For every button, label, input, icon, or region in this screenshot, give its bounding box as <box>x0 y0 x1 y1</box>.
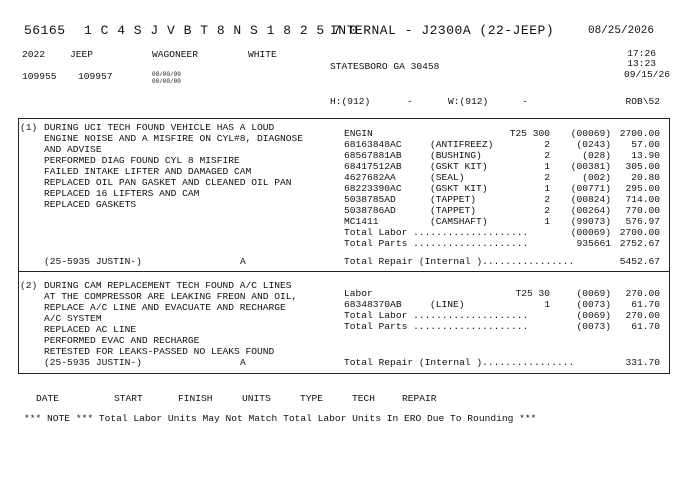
vehicle-make: JEEP <box>70 49 94 60</box>
line-amount: 13.90 <box>631 150 660 161</box>
job-1-description-line: DURING UCI TECH FOUND VEHICLE HAS A LOUD <box>44 122 275 133</box>
job-1-description-line: AND ADVISE <box>44 144 102 155</box>
line-code: (028) <box>582 150 611 161</box>
internal-title: INTERNAL - J2300A (22-JEEP) <box>330 23 555 38</box>
rob-code: ROB\52 <box>625 96 660 107</box>
line-code: (00381) <box>570 161 611 172</box>
line-part: 5038785AD <box>344 194 396 205</box>
line-amount: 770.00 <box>625 205 660 216</box>
total-parts-label: Total Parts .................... <box>344 321 529 332</box>
vehicle-model: WAGONEER <box>152 49 199 60</box>
line-desc: (TAPPET) <box>430 194 477 205</box>
line-amount: 61.70 <box>631 299 660 310</box>
job-separator <box>18 271 670 272</box>
col-header-type: TYPE <box>300 393 324 404</box>
job-2-number: (2) <box>20 280 38 291</box>
small-date-1: 00/00/00 <box>152 71 181 78</box>
col-header-units: UNITS <box>242 393 271 404</box>
job-2-description-line: RETESTED FOR LEAKS-PASSED NO LEAKS FOUND <box>44 346 275 357</box>
line-part: 68417512AB <box>344 161 402 172</box>
line-amount: 270.00 <box>625 288 660 299</box>
line-part: 68348370AB <box>344 299 402 310</box>
line-code: (0243) <box>576 139 611 150</box>
total-parts-code: (0073) <box>576 321 611 332</box>
line-code: (00824) <box>570 194 611 205</box>
job-1-description-line: FAILED INTAKE LIFTER AND DAMAGED CAM <box>44 166 252 177</box>
line-amount: 57.00 <box>631 139 660 150</box>
line-part: 68223390AC <box>344 183 402 194</box>
odometer-in: 109955 <box>22 71 57 82</box>
line-desc: (GSKT KIT) <box>430 183 488 194</box>
line-amount: 714.00 <box>625 194 660 205</box>
time-2: 13:23 <box>627 58 656 69</box>
vin: 1 C 4 S J V B T 8 N S 1 8 2 5 7 0 <box>84 23 358 38</box>
ro-number: 56165 <box>24 23 66 38</box>
job-1-description-line: REPLACED OIL PAN GASKET AND CLEANED OIL PAN <box>44 177 292 188</box>
line-desc: (TAPPET) <box>430 205 477 216</box>
line-amount: 20.80 <box>631 172 660 183</box>
line-code: (00264) <box>570 205 611 216</box>
total-labor-amount: 270.00 <box>625 310 660 321</box>
line-part: Labor <box>344 288 373 299</box>
total-parts-amount: 61.70 <box>631 321 660 332</box>
line-qty: 2 <box>544 194 550 205</box>
job-2-description-line: DURING CAM REPLACEMENT TECH FOUND A/C LINES <box>44 280 292 291</box>
total-repair-amount: 331.70 <box>625 357 660 368</box>
job-1-tech: (25-5935 JUSTIN-) <box>44 256 142 267</box>
work-phone: W:(912) <box>448 96 489 107</box>
col-header-repair: REPAIR <box>402 393 437 404</box>
job-2-tech: (25-5935 JUSTIN-) <box>44 357 142 368</box>
line-part: MC1411 <box>344 216 379 227</box>
line-qty: T25 300 <box>509 128 550 139</box>
line-part: 68163848AC <box>344 139 402 150</box>
total-repair-amount: 5452.67 <box>619 256 660 267</box>
job-2-description-line: REPLACED AC LINE <box>44 324 137 335</box>
total-parts-code: 935661 <box>576 238 611 249</box>
line-desc: (SEAL) <box>430 172 465 183</box>
line-desc: (BUSHING) <box>430 150 482 161</box>
line-desc: (LINE) <box>430 299 465 310</box>
line-code: (00069) <box>570 128 611 139</box>
line-code: (00771) <box>570 183 611 194</box>
line-amount: 305.00 <box>625 161 660 172</box>
total-labor-label: Total Labor .................... <box>344 227 529 238</box>
vehicle-color: WHITE <box>248 49 277 60</box>
job-1-description-line: REPLACED GASKETS <box>44 199 137 210</box>
line-qty: 1 <box>544 216 550 227</box>
job-2-description-line: PERFORMED EVAC AND RECHARGE <box>44 335 200 346</box>
line-code: (002) <box>582 172 611 183</box>
location: STATESBORO GA 30458 <box>330 61 440 72</box>
line-part: 4627682AA <box>344 172 396 183</box>
line-qty: 2 <box>544 139 550 150</box>
job-2-description-line: REPLACE A/C LINE AND EVACUATE AND RECHARGE <box>44 302 286 313</box>
line-part: 68567881AB <box>344 150 402 161</box>
promised-date: 09/15/26 <box>623 69 670 80</box>
col-header-start: START <box>114 393 143 404</box>
job-1-description-line: ENGINE NOISE AND A MISFIRE ON CYL#8, DIAGNOSE <box>44 133 304 144</box>
line-amount: 295.00 <box>625 183 660 194</box>
col-header-tech: TECH <box>352 393 376 404</box>
line-qty: 2 <box>544 205 550 216</box>
line-part: 5038786AD <box>344 205 396 216</box>
total-labor-label: Total Labor .................... <box>344 310 529 321</box>
line-qty: 2 <box>544 150 550 161</box>
job-1-description-line: PERFORMED DIAG FOUND CYL 8 MISFIRE <box>44 155 240 166</box>
home-phone: H:(912) <box>330 96 371 107</box>
job-1-number: (1) <box>20 122 38 133</box>
line-qty: 1 <box>544 183 550 194</box>
line-code: (99073) <box>570 216 611 227</box>
col-header-finish: FINISH <box>178 393 213 404</box>
total-repair-label: Total Repair (Internal )................ <box>344 256 575 267</box>
total-labor-code: (0069) <box>576 310 611 321</box>
header-date: 08/25/2026 <box>588 25 655 37</box>
job-2-description-line: A/C SYSTEM <box>44 313 102 324</box>
job-1-description-line: REPLACED 16 LIFTERS AND CAM <box>44 188 200 199</box>
line-code: (0069) <box>576 288 611 299</box>
small-date-2: 00/00/00 <box>152 78 181 85</box>
time-1: 17:26 <box>627 48 656 59</box>
line-code: (0073) <box>576 299 611 310</box>
job-2-tech-code: A <box>240 357 246 368</box>
line-part: ENGIN <box>344 128 373 139</box>
line-qty: 1 <box>544 161 550 172</box>
home-phone-dash: - <box>407 96 413 107</box>
work-phone-dash: - <box>522 96 528 107</box>
total-repair-label: Total Repair (Internal )................ <box>344 357 575 368</box>
line-amount: 2700.00 <box>619 128 660 139</box>
line-desc: (CAMSHAFT) <box>430 216 488 227</box>
total-labor-amount: 2700.00 <box>619 227 660 238</box>
job-2-description-line: AT THE COMPRESSOR ARE LEAKING FREON AND OIL, <box>44 291 298 302</box>
rounding-note: *** NOTE *** Total Labor Units May Not Match Total Labor Units In ERO Due To Rounding *** <box>24 413 537 424</box>
line-qty: T25 30 <box>515 288 550 299</box>
odometer-out: 109957 <box>78 71 113 82</box>
line-desc: (GSKT KIT) <box>430 161 488 172</box>
line-amount: 576.97 <box>625 216 660 227</box>
total-parts-amount: 2752.67 <box>619 238 660 249</box>
vehicle-year: 2022 <box>22 49 46 60</box>
job-1-tech-code: A <box>240 256 246 267</box>
total-labor-code: (00069) <box>570 227 611 238</box>
line-desc: (ANTIFREEZ) <box>430 139 494 150</box>
line-qty: 1 <box>544 299 550 310</box>
line-qty: 2 <box>544 172 550 183</box>
total-parts-label: Total Parts .................... <box>344 238 529 249</box>
col-header-date: DATE <box>36 393 60 404</box>
